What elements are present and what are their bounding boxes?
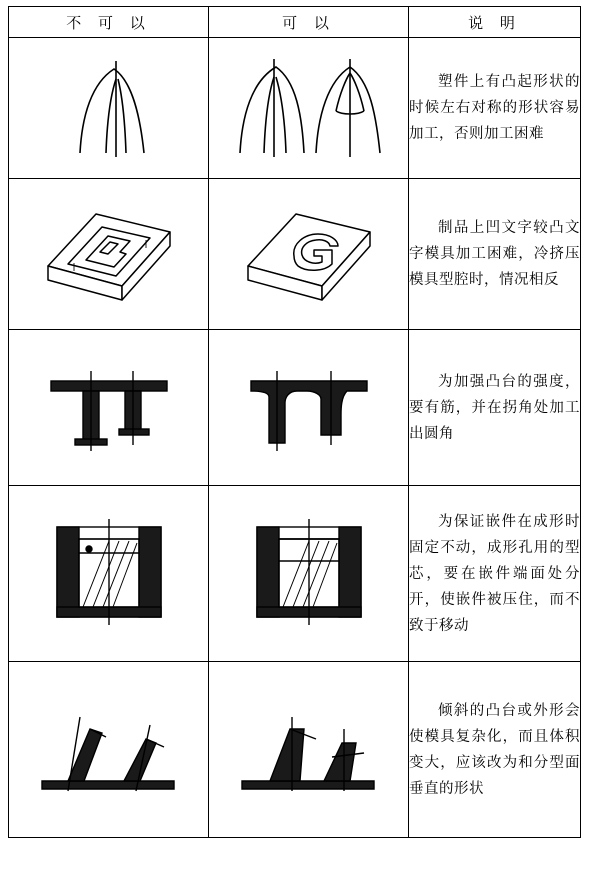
- figure-cell-good-2: [209, 179, 409, 330]
- table-row: [9, 486, 581, 662]
- table-row: [9, 662, 581, 838]
- column-header-not-allowed: 不 可 以: [9, 7, 209, 38]
- table-row: [9, 179, 581, 330]
- boss-with-rib-and-fillet-section: [209, 330, 408, 485]
- column-header-explanation: 说 明: [409, 7, 581, 38]
- figure-cell-good-1: [209, 38, 409, 179]
- figure-cell-good-4: [209, 486, 409, 662]
- explanation-cell-2: [409, 179, 581, 330]
- raised-letter-G-plate: [209, 179, 408, 329]
- figure-cell-good-3: [209, 330, 409, 486]
- insert-not-clamped-section: [9, 486, 208, 661]
- figure-cell-bad-3: [9, 330, 209, 486]
- explanation-text: 倾斜的凸台或外形会使模具复杂化，而且体积变大，应该改为和分型面垂直的形状: [409, 702, 580, 797]
- asymmetric-raised-shape-sketch: [9, 38, 208, 178]
- figure-cell-bad-5: [9, 662, 209, 838]
- figure-cell-bad-2: [9, 179, 209, 330]
- figure-cell-bad-1: [9, 38, 209, 179]
- explanation-cell-3: [409, 330, 581, 486]
- explanation-cell-4: [409, 486, 581, 662]
- header-row: [9, 7, 581, 38]
- explanation-text: 为加强凸台的强度，要有筋，并在拐角处加工出圆角: [409, 373, 580, 442]
- figure-cell-bad-4: [9, 486, 209, 662]
- explanation-text: 塑件上有凸起形状的时候左右对称的形状容易加工，否则加工困难: [409, 74, 580, 142]
- table-row: [9, 38, 581, 179]
- table-row: [9, 330, 581, 486]
- explanation-cell-1: [409, 38, 581, 179]
- boss-without-rib-section: [9, 330, 208, 485]
- table-body: [9, 38, 581, 838]
- inclined-boss-section: [9, 662, 208, 837]
- document-page: [0, 6, 606, 869]
- comparison-table: [8, 6, 581, 838]
- explanation-text: 为保证嵌件在成形时固定不动，成形孔用的型芯，要在嵌件端面处分开，使嵌件被压住，而不致于移动: [409, 513, 580, 634]
- explanation-text: 制品上凹文字较凸文字模具加工困难，冷挤压模具型腔时，情况相反: [409, 220, 580, 288]
- table-header: [9, 7, 581, 38]
- symmetric-raised-shape-sketch: [209, 38, 408, 178]
- perpendicular-boss-section: [209, 662, 408, 837]
- insert-clamped-at-parting-line-section: [209, 486, 408, 661]
- column-header-allowed: 可 以: [209, 7, 409, 38]
- figure-cell-good-5: [209, 662, 409, 838]
- recessed-letter-B-plate: [9, 179, 208, 329]
- explanation-cell-5: [409, 662, 581, 838]
